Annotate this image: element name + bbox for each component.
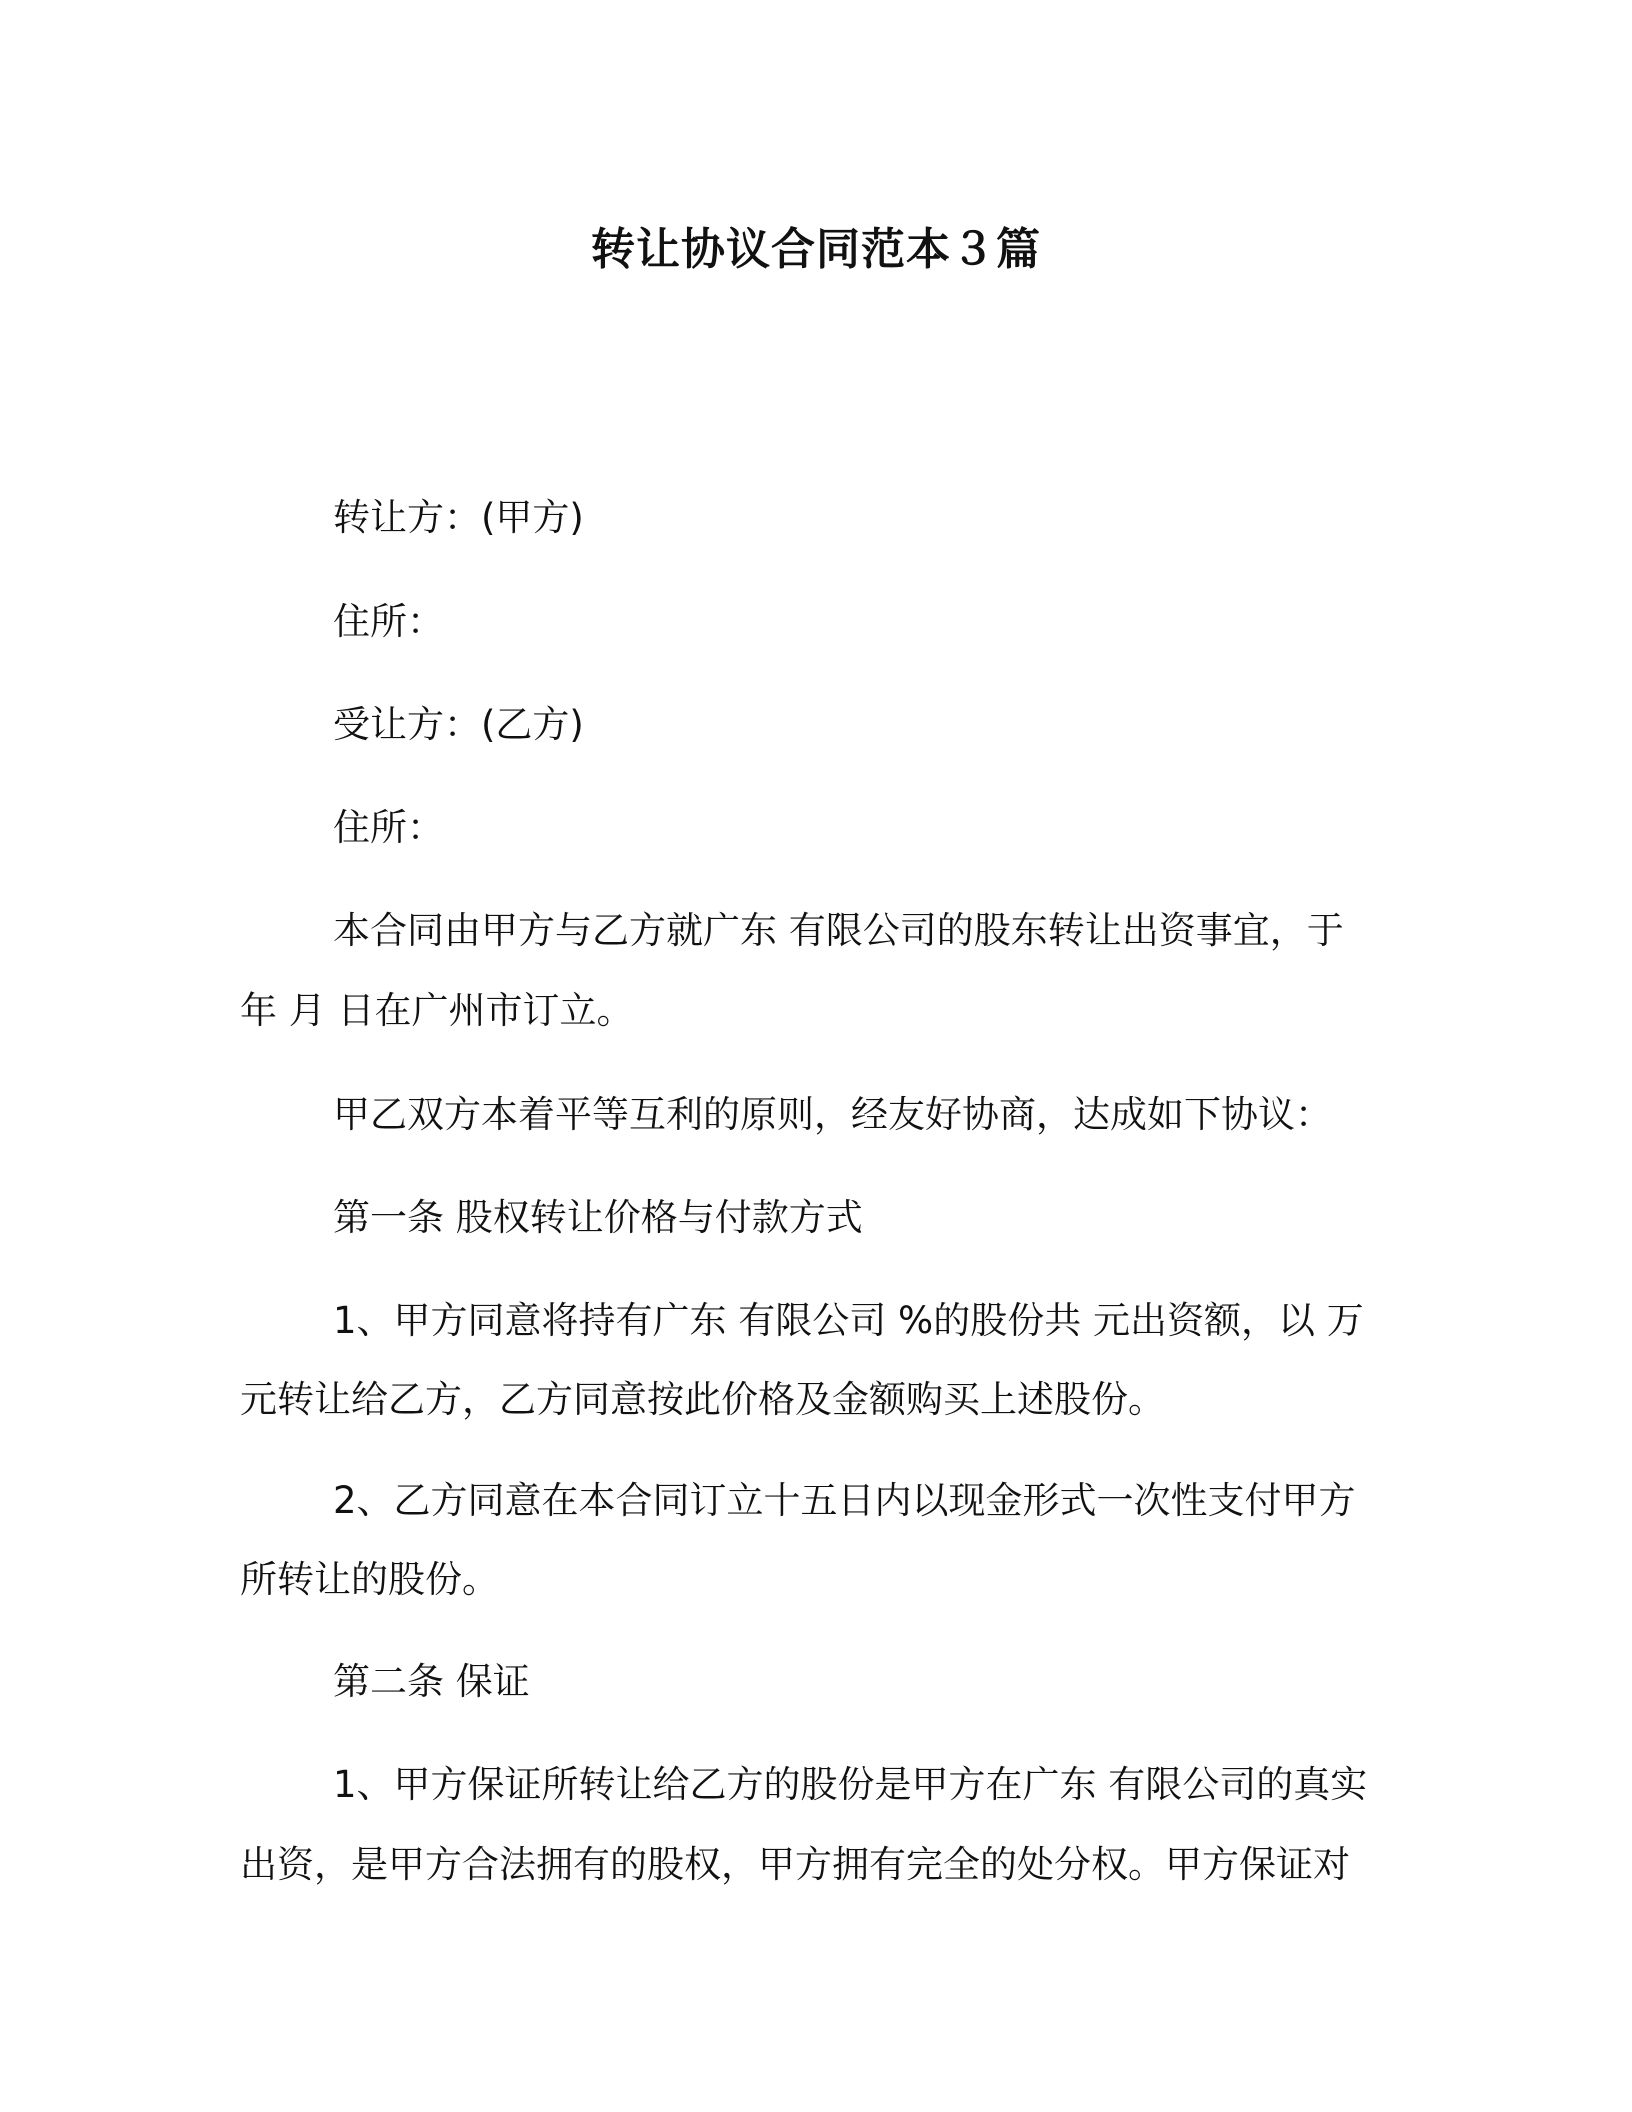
article-1-clause-1-line-2: 元转让给乙方，乙方同意按此价格及金额购买上述股份。 (240, 1378, 1165, 1421)
transferee-address-line: 住所： (333, 806, 444, 849)
article-1-clause-2-line-1: 2、乙方同意在本合同订立十五日内以现金形式一次性支付甲方 (333, 1479, 1356, 1522)
article-1-clause-2-line-2: 所转让的股份。 (240, 1558, 499, 1601)
article-1-heading: 第一条 股权转让价格与付款方式 (333, 1196, 863, 1239)
document-title: 转让协议合同范本３篇 (591, 224, 1041, 275)
article-2-clause-1-line-1: 1、甲方保证所转让给乙方的股份是甲方在广东 有限公司的真实 (333, 1763, 1368, 1806)
article-2-clause-1-line-2: 出资，是甲方合法拥有的股权，甲方拥有完全的处分权。甲方保证对 (240, 1843, 1350, 1886)
transferor-line: 转让方：(甲方) (333, 496, 584, 539)
article-2-heading: 第二条 保证 (333, 1660, 530, 1703)
transferee-line: 受让方：(乙方) (333, 703, 584, 746)
preamble-line-2: 年 月 日在广州市订立。 (240, 989, 634, 1032)
preamble-line-1: 本合同由甲方与乙方就广东 有限公司的股东转让出资事宜，于 (333, 909, 1344, 952)
article-1-clause-1-line-1: 1、甲方同意将持有广东 有限公司 %的股份共 元出资额，以 万 (333, 1299, 1364, 1342)
agreement-intro-line: 甲乙双方本着平等互利的原则，经友好协商，达成如下协议： (333, 1093, 1332, 1136)
transferor-address-line: 住所： (333, 600, 444, 643)
